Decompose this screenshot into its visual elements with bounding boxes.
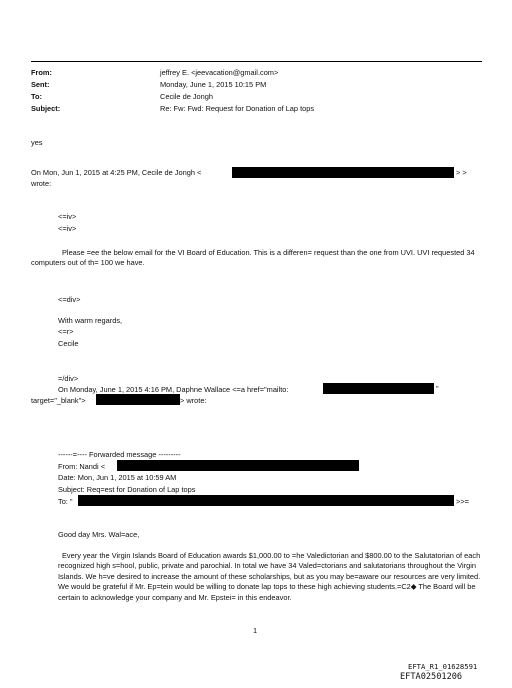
main-paragraph: Every year the Virgin Islands Board of Education awards $1,000.00 to =he Valedictorian and $800.00 to the Salutatorian of each recognized high s=hool, public, private and parochial. In total we have 34 Valed=ctorians and salutatorians throughout the Virgin Islands. We h=ve desired to increase the amount of these scholarships, but as you may be=aware our resources are very limited. We would be grateful if Mr. Ep=tein would be willing to donate lap tops to these high achieving students.=C2◆ The Board will be certain to acknowledge your company and Mr. Epstei= in this endeavor.: [58, 551, 481, 602]
doc-id-1: EFTA_R1_01628591: [408, 662, 478, 671]
forwarded-from: From: Nandi <: [58, 462, 106, 471]
doc-id-2: EFTA02501206: [400, 672, 463, 682]
redaction-block: [117, 460, 359, 471]
div-tag-2: <=iv>: [58, 224, 77, 233]
please-paragraph: Please =ee the below email for the VI Board of Education. This is a differen= request than the one from UVI. UVI requested 34 computers out of th= 100 we have.: [31, 248, 475, 268]
forwarded-to-end: >>=: [456, 497, 469, 506]
subject-label: Subject:: [31, 104, 61, 113]
subject-value: Re: Fw: Fwd: Request for Donation of Lap tops: [160, 104, 315, 113]
div-close-tag: =/div>: [58, 374, 79, 383]
quote1-line2: wrote:: [31, 179, 52, 188]
forwarded-date: Date: Mon, Jun 1, 2015 at 10:59 AM: [58, 473, 177, 482]
redaction-block: [232, 167, 454, 178]
signature-name: Cecile: [58, 339, 79, 348]
from-label: From:: [31, 68, 52, 77]
div-tag-1: <=iv>: [58, 212, 77, 221]
redaction-block: [78, 495, 454, 506]
div-open-tag: <=div>: [58, 295, 81, 304]
redaction-block: [96, 394, 180, 405]
quote2-line1: On Monday, June 1, 2015 4:16 PM, Daphne Wallace <=a href="mailto:: [58, 385, 289, 394]
page-number: 1: [253, 626, 258, 635]
sent-label: Sent:: [31, 80, 50, 89]
regards-text: With warm regards,: [58, 316, 123, 325]
reply-text: yes: [31, 138, 43, 147]
to-value: Cecile de Jongh: [160, 92, 214, 101]
br-tag: <=r>: [58, 327, 74, 336]
to-label: To:: [31, 92, 42, 101]
forwarded-header: ------=---- Forwarded message ---------: [58, 450, 181, 459]
quote1-end: > >: [456, 168, 467, 177]
sent-value: Monday, June 1, 2015 10:15 PM: [160, 80, 267, 89]
quote2-wrote: > wrote:: [180, 396, 207, 405]
greeting-text: Good day Mrs. Wal=ace,: [58, 530, 140, 539]
forwarded-to: To: ": [58, 497, 73, 506]
header-rule: [31, 61, 482, 62]
quote2-end: ": [436, 384, 439, 393]
quote2-target: target="_blank">: [31, 396, 86, 405]
forwarded-subject: Subject: Req=est for Donation of Lap tops: [58, 485, 196, 494]
from-value: jeffrey E. <jeevacation@gmail.com>: [160, 68, 279, 77]
quote1-line1: On Mon, Jun 1, 2015 at 4:25 PM, Cecile de Jongh <: [31, 168, 202, 177]
redaction-block: [323, 383, 434, 394]
